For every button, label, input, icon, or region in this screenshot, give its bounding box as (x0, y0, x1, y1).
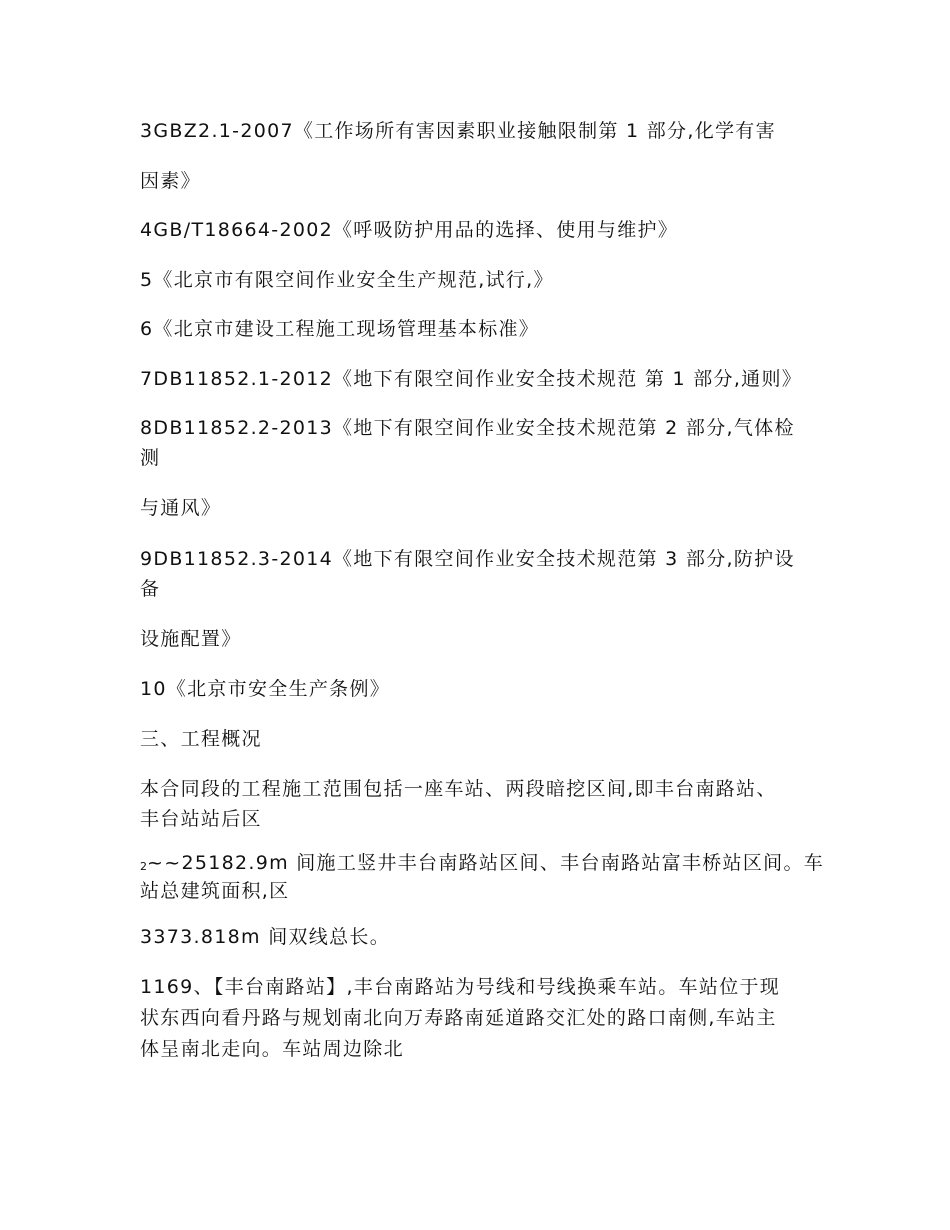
text-line-content: ~~25182.9m 间施工竖井丰台南路站区间、丰台南路站富丰桥站区间。车 (147, 852, 825, 874)
text-line: 1169、【丰台南路站】,丰台南路站为号线和号线换乘车站。车站位于现 (140, 976, 781, 998)
text-line: 站总建筑面积,区 (140, 880, 290, 902)
text-line: 9DB11852.3-2014《地下有限空间作业安全技术规范第 3 部分,防护设 (140, 548, 795, 570)
text-line: 因素》 (140, 170, 201, 192)
text-line: 6《北京市建设工程施工现场管理基本标准》 (140, 318, 540, 340)
text-line: 7DB11852.1-2012《地下有限空间作业安全技术规范 第 1 部分,通则》 (140, 368, 803, 390)
text-line: 丰台站站后区 (140, 808, 262, 830)
text-line: 与通风》 (140, 497, 222, 519)
text-line: 3373.818m 间双线总长。 (140, 926, 391, 948)
text-line: 4GB/T18664-2002《呼吸防护用品的选择、使用与维护》 (140, 219, 679, 241)
text-line: 测 (140, 447, 161, 469)
text-line: 备 (140, 578, 161, 600)
text-line: 5《北京市有限空间作业安全生产规范,试行,》 (140, 269, 554, 291)
text-line: 3GBZ2.1-2007《工作场所有害因素职业接触限制第 1 部分,化学有害 (140, 120, 776, 142)
text-line: 设施配置》 (140, 628, 242, 650)
text-line: 10《北京市安全生产条例》 (140, 678, 391, 700)
text-line: 8DB11852.2-2013《地下有限空间作业安全技术规范第 2 部分,气体检 (140, 417, 795, 439)
section-heading: 三、工程概况 (140, 728, 262, 750)
superscript-mark: 2 (140, 860, 147, 873)
text-line: 本合同段的工程施工范围包括一座车站、两段暗挖区间,即丰台南路站、 (140, 778, 777, 800)
text-line: 体呈南北走向。车站周边除北 (140, 1038, 404, 1060)
text-line: 状东西向看丹路与规划南北向万寿路南延道路交汇处的路口南侧,车站主 (140, 1007, 777, 1029)
